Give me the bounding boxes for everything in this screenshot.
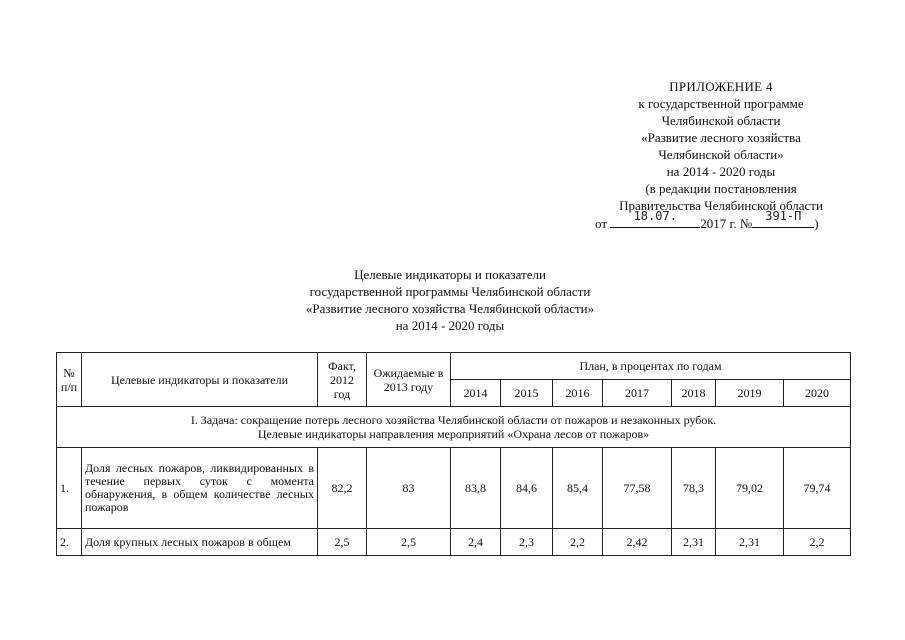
plan-value: 2,2 <box>553 529 603 556</box>
appendix-title: ПРИЛОЖЕНИЕ 4 <box>669 79 773 94</box>
col-expected-header: Ожидаемые в 2013 году <box>367 353 451 407</box>
year-header: 2017 <box>603 380 672 407</box>
heading-line: Целевые индикаторы и показатели <box>354 267 546 282</box>
from-label: от <box>595 216 608 231</box>
fact-value: 2,5 <box>318 529 367 556</box>
indicators-table <box>56 352 851 556</box>
year-header: 2014 <box>451 380 501 407</box>
date-blank <box>610 209 700 228</box>
appendix-line: Правительства Челябинской области <box>619 198 823 213</box>
fact-value: 82,2 <box>318 448 367 529</box>
section-row <box>57 407 851 448</box>
appendix-line: «Развитие лесного хозяйства <box>641 130 801 145</box>
appendix-line: на 2014 - 2020 годы <box>666 164 776 179</box>
plan-value: 78,3 <box>672 448 716 529</box>
appendix-line: Челябинской области <box>661 113 781 128</box>
appendix-header <box>590 78 852 214</box>
close-paren: ) <box>814 216 819 231</box>
section-cell <box>57 407 851 448</box>
plan-value: 2,2 <box>784 529 851 556</box>
table-row <box>57 529 851 556</box>
plan-value: 79,02 <box>716 448 784 529</box>
document-heading <box>240 266 660 334</box>
indicator-name: Доля крупных лесных пожаров в общем <box>82 529 318 556</box>
year-header: 2019 <box>716 380 784 407</box>
heading-line: государственной программы Челябинской области <box>309 284 591 299</box>
appendix-line: к государственной программе <box>638 96 804 111</box>
col-fact-header: Факт, 2012 год <box>318 353 367 407</box>
year-header: 2016 <box>553 380 603 407</box>
number-stamp: 391-П <box>765 209 802 223</box>
table-row <box>57 448 851 529</box>
section-subtitle: Целевые индикаторы направления мероприятий «Охрана лесов от пожаров» <box>257 427 650 441</box>
appendix-line: (в редакции постановления <box>645 181 797 196</box>
row-number: 2. <box>57 529 82 556</box>
plan-value: 77,58 <box>603 448 672 529</box>
appendix-line: Челябинской области» <box>658 147 784 162</box>
resolution-date-line <box>595 209 855 232</box>
plan-value: 83,8 <box>451 448 501 529</box>
plan-value: 2,31 <box>716 529 784 556</box>
plan-value: 2,31 <box>672 529 716 556</box>
plan-value: 2,3 <box>501 529 553 556</box>
year-header: 2020 <box>784 380 851 407</box>
number-blank <box>752 209 814 228</box>
date-stamp: 18.07. <box>633 209 677 223</box>
expected-value: 2,5 <box>367 529 451 556</box>
heading-line: на 2014 - 2020 годы <box>395 318 505 333</box>
plan-value: 79,74 <box>784 448 851 529</box>
year-suffix: 2017 г. № <box>700 216 753 231</box>
plan-value: 84,6 <box>501 448 553 529</box>
year-header: 2015 <box>501 380 553 407</box>
expected-value: 83 <box>367 448 451 529</box>
header-row <box>57 353 851 380</box>
col-num-header: № п/п <box>57 353 82 407</box>
plan-value: 2,42 <box>603 529 672 556</box>
plan-value: 85,4 <box>553 448 603 529</box>
section-title: I. Задача: сокращение потерь лесного хозяйства Челябинской области от пожаров и незаконных рубок. <box>190 413 717 427</box>
row-number: 1. <box>57 448 82 529</box>
col-name-header: Целевые индикаторы и показатели <box>82 353 318 407</box>
year-header: 2018 <box>672 380 716 407</box>
col-plan-header: План, в процентах по годам <box>451 353 851 380</box>
plan-value: 2,4 <box>451 529 501 556</box>
heading-line: «Развитие лесного хозяйства Челябинской области» <box>305 301 595 316</box>
indicator-name: Доля лесных пожаров, ликвидированных в течение первых суток с момента обнаружения, в общем количестве лесных пожаров <box>82 448 318 529</box>
